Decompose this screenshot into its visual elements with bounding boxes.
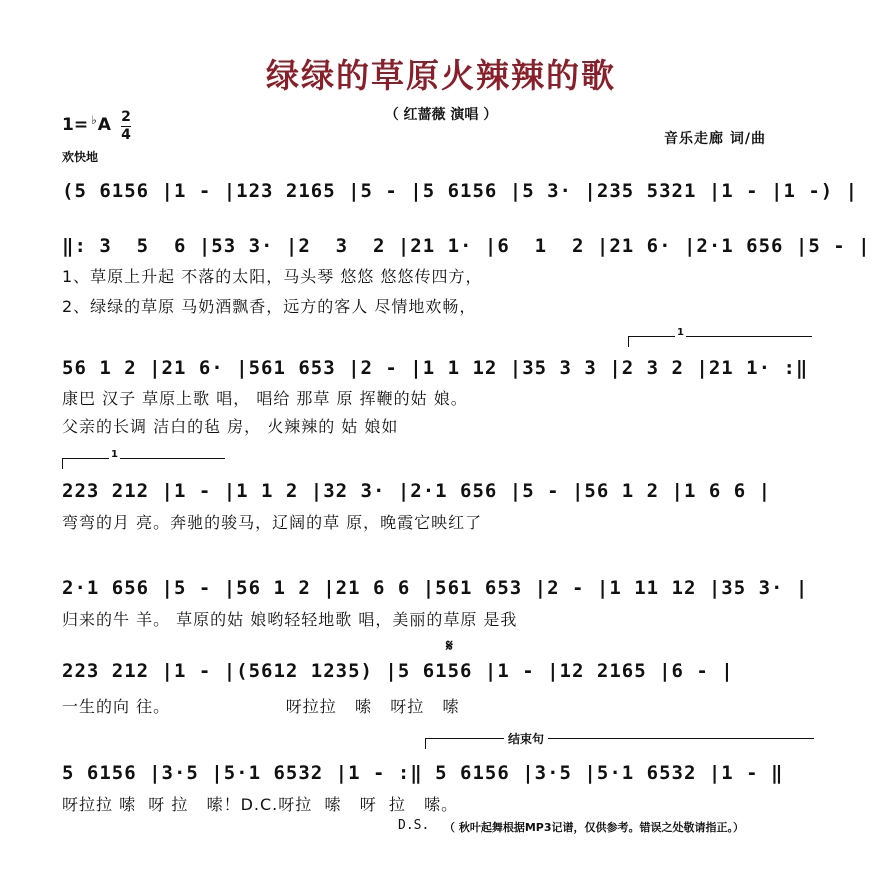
notation-row-7: 5 6156 |3·5 |5·1 6532 |1 - :‖ 5 6156 |3·5 |5·1 6532 |1 - ‖ (62, 762, 784, 784)
lyric-row-3-verse-1: 康巴 汉子 草原上歌 唱， 唱给 那草 原 挥鞭的姑 娘。 (62, 389, 468, 408)
lyric-row-3-verse-2: 父亲的长调 洁白的毡 房， 火辣辣的 姑 娘如 (62, 417, 399, 436)
key-signature (62, 113, 111, 135)
notation-row-1: (5 6156 |1 - |123 2165 |5 - |5 6156 |5 3· |235 5321 |1 - |1 -) | (62, 180, 859, 202)
ending-bracket (425, 738, 814, 749)
notation-row-2: ‖: 3 5 6 |53 3· |2 3 2 |21 1· |6 1 2 |21 6· |2·1 656 |5 - | (62, 235, 871, 257)
lyric-row-2-verse-1: 1、草原上升起 不落的太阳，马头琴 悠悠 悠悠传四方， (62, 267, 483, 286)
volta-bracket-1 (628, 327, 812, 347)
volta-number: 1 (677, 327, 684, 338)
composer-credit: 音乐走廊 词/曲 (664, 131, 766, 147)
transcription-note: （ 秋叶起舞根据MP3记谱，仅供参考。错误之处敬请指正。） (444, 821, 744, 834)
lyric-row-7: 呀拉拉 嗦 呀 拉 嗦！D.C.呀拉 嗦 呀 拉 嗦。 (62, 795, 459, 814)
lyric-row-4: 弯弯的月 亮。奔驰的骏马，辽阔的草 原，晚霞它映红了 (62, 513, 483, 532)
lyric-row-6: 一生的向 往。 呀拉拉 嗦 呀拉 嗦 (62, 697, 460, 716)
song-title: 绿绿的草原火辣辣的歌 (266, 56, 616, 95)
time-signature (121, 110, 131, 143)
lyric-row-2-verse-2: 2、绿绿的草原 马奶酒飘香，远方的客人 尽情地欢畅， (62, 297, 477, 316)
flat-sign: ♭ (91, 113, 97, 127)
key-note: A (97, 115, 111, 135)
volta-bracket-2 (62, 449, 225, 469)
segno-sign: 𝄋 (446, 636, 453, 655)
ending-label: 结束句 (504, 730, 548, 747)
notation-row-6: 223 212 |1 - |(5612 1235) |5 6156 |1 - |12 2165 |6 - | (62, 660, 734, 682)
notation-row-5: 2·1 656 |5 - |56 1 2 |21 6 6 |561 653 |2 - |1 11 12 |35 3· | (62, 577, 809, 599)
notation-row-3: 56 1 2 |21 6· |561 653 |2 - |1 1 12 |35 3 3 |2 3 2 |21 1· :‖ (62, 357, 809, 379)
performer-subtitle: （ 红蔷薇 演唱 ） (384, 107, 498, 123)
time-signature-top: 2 (121, 109, 131, 125)
ds-marking: D.S. (398, 818, 430, 833)
tempo-marking: 欢快地 (62, 150, 99, 164)
time-signature-bottom: 4 (121, 127, 131, 143)
key-prefix: 1= (62, 115, 89, 135)
notation-row-4: 223 212 |1 - |1 1 2 |32 3· |2·1 656 |5 - |56 1 2 |1 6 6 | (62, 480, 772, 502)
volta-number-2: 1 (111, 449, 118, 460)
lyric-row-5: 归来的牛 羊。 草原的姑 娘哟轻轻地歌 唱，美丽的草原 是我 (62, 610, 518, 629)
